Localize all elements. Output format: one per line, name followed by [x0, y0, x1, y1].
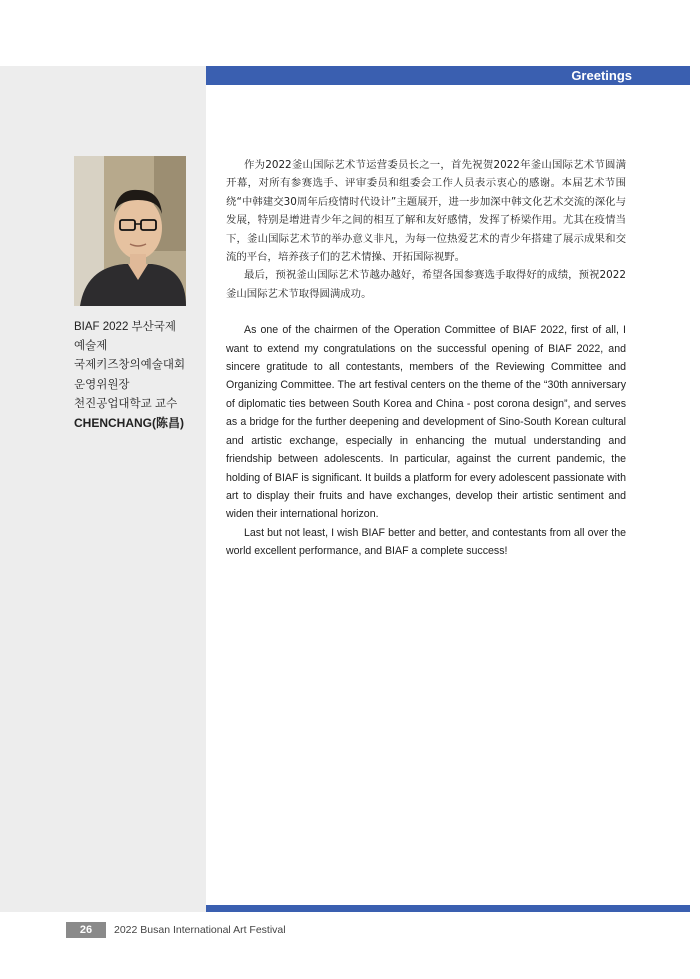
portrait-photo	[74, 156, 186, 306]
chinese-paragraph: 作为2022釜山国际艺术节运营委员长之一，首先祝贺2022年釜山国际艺术节圆满开幕，对所有参赛选手、评审委员和组委会工作人员表示衷心的感谢。本届艺术节围绕“中韩建交30周年后疫情时代设计”主题展开，进一步加深中韩文化艺术交流的深化与发展，特别是增进青少年之间的相互了解和友好感情，发挥了桥梁作用。尤其在疫情当下，釜山国际艺术节的举办意义非凡，为每一位热爱艺术的青少年搭建了展示成果和交流的平台，培养孩子们的艺术情操、开拓国际视野。	[226, 159, 626, 264]
page-number: 26	[66, 922, 106, 938]
bio-line: 운영위원장	[74, 378, 130, 391]
author-bio	[74, 318, 204, 433]
bio-line: 천진공업대학교 교수	[74, 397, 178, 410]
section-title: Greetings	[571, 68, 632, 83]
chinese-paragraph: 最后，预祝釜山国际艺术节越办越好，希望各国参赛选手取得好的成绩，预祝2022釜山国际艺术节取得圆满成功。	[226, 269, 626, 300]
bio-line: 국제키즈창의예술대회	[74, 359, 186, 372]
english-paragraph: Last but not least, I wish BIAF better and better, and contestants from all over the world excellent performance, and BIAF a complete success!	[226, 526, 626, 558]
publication-title: 2022 Busan International Art Festival	[114, 924, 286, 936]
author-name: CHENCHANG(陈昌)	[74, 416, 184, 431]
bio-line: 예술제	[74, 340, 108, 353]
bio-line: BIAF 2022 부산국제	[74, 321, 176, 333]
english-paragraph: As one of the chairmen of the Operation Committee of BIAF 2022, first of all, I want to extend my congratulations on the successful opening of BIAF 2022, and sincere gratitude to all contestants, members of the Reviewing Committee and Organizing Committee. The art festival centers on the theme of the “30th anniversary of diplomatic ties between South Korea and China - post corona design”, and serves as a bridge for the further deepening and development of Sino-South Korean cultural and artistic exchange, especially in enhancing the mutual understanding and friendship between adolescents. In particular, against the current pandemic, the holding of BIAF is significant. It builds a platform for every adolescent passionate with art to display their fruits and have exchanges, develop their artistic sentiment and widen their international horizon.	[226, 324, 626, 521]
footer-bar	[206, 905, 690, 912]
greeting-text	[226, 156, 626, 561]
